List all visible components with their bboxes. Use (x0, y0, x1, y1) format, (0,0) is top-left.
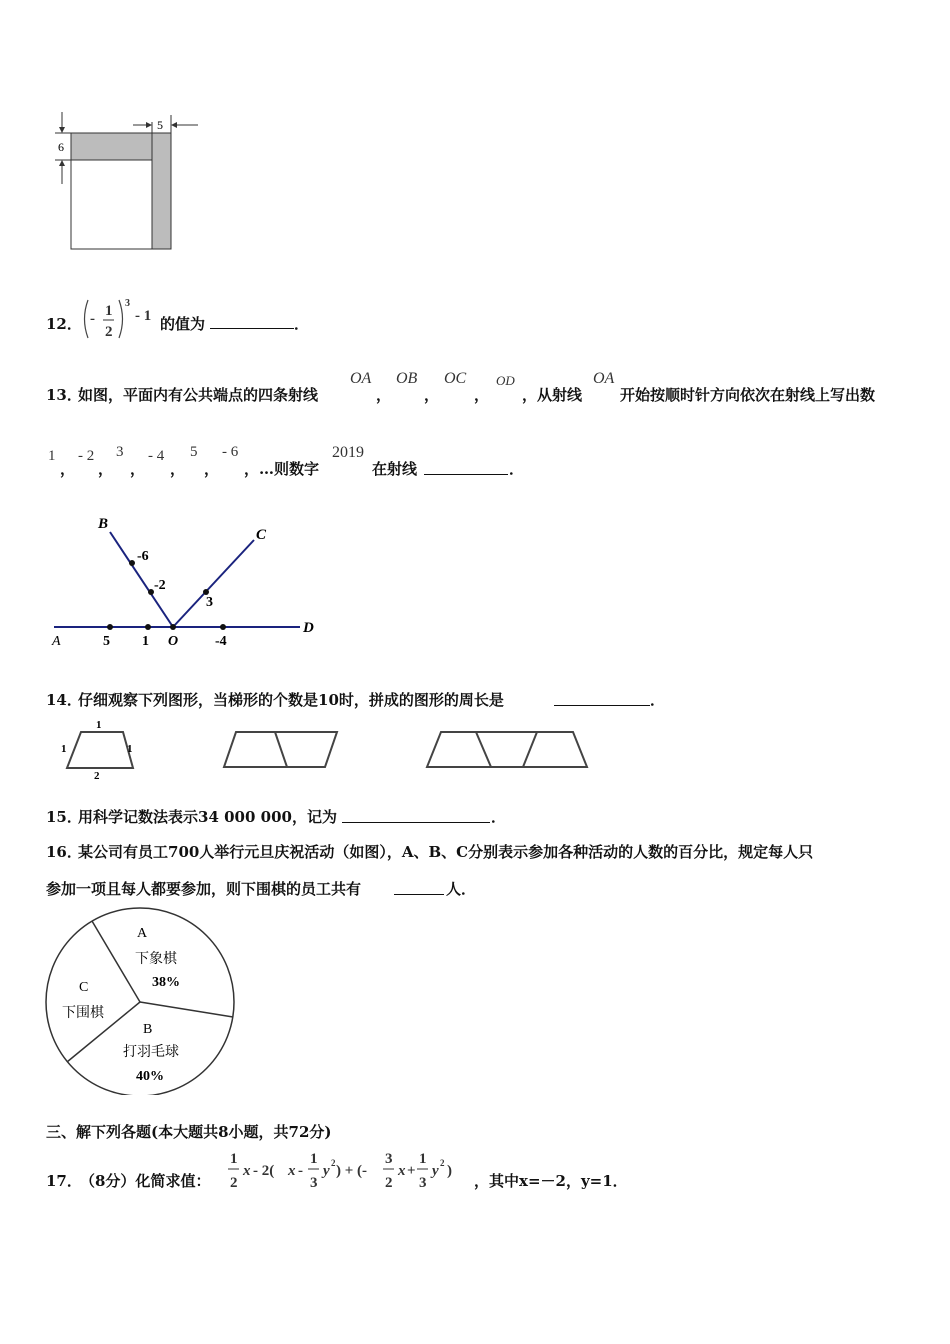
frac4-den: 3 (419, 1175, 427, 1191)
question-number: 17． (46, 1172, 82, 1190)
answer-blank[interactable] (394, 878, 444, 895)
point-minus-4 (220, 624, 226, 630)
label-d: D (303, 620, 314, 636)
end-mark: 人． (446, 880, 477, 898)
question-16-line-2 (46, 878, 526, 900)
comma: ， (130, 460, 146, 478)
var-x3: x (398, 1163, 406, 1179)
value-1: 1 (142, 634, 149, 649)
ray-oc: OC (444, 370, 467, 387)
answer-blank[interactable] (554, 689, 650, 706)
op-plus: + (407, 1163, 416, 1179)
ray-oc-line (173, 540, 254, 627)
sector-b-letter: B (143, 1022, 153, 1037)
end-mark: ． (294, 315, 310, 333)
shaded-right-strip (152, 133, 171, 249)
ray-ob: OB (396, 370, 418, 387)
op-minus-2: - 2( (253, 1163, 275, 1179)
value-minus-2: -2 (154, 578, 166, 593)
question-text: 某公司有员工700人举行元旦庆祝活动（如图），A、B、C分别表示参加各种活动的人数的百分比，规定每人只 (78, 843, 814, 861)
question-text: ，…则数字 (244, 460, 320, 478)
op-plus-paren: ) + (- (336, 1163, 368, 1179)
question-number: 16． (46, 843, 82, 861)
label-right: 1 (127, 743, 133, 755)
frac1-den: 2 (230, 1175, 238, 1191)
question-prefix: （8分）化简求值： (80, 1172, 211, 1190)
frac4-num: 1 (419, 1151, 427, 1167)
exp-2-b: 2 (440, 1158, 445, 1168)
ray-oa-start: OA (593, 370, 615, 387)
question-number: 15． (46, 808, 82, 826)
number-5: 5 (190, 444, 198, 460)
comma: ， (424, 386, 440, 404)
var-y1: y (323, 1163, 330, 1179)
var-x1: x (243, 1163, 251, 1179)
question-15 (46, 806, 526, 828)
question-number: 12． (46, 315, 82, 333)
point-5 (107, 624, 113, 630)
label-a: A (52, 634, 61, 649)
question-17 (46, 1146, 686, 1194)
question-number: 14． (46, 691, 82, 709)
close-paren: ) (447, 1163, 452, 1179)
question-text: 的值为 (160, 315, 206, 333)
answer-blank[interactable] (342, 806, 490, 823)
question-text: 仔细观察下列图形，当梯形的个数是10时，拼成的图形的周长是 (78, 691, 504, 709)
number-minus-4: - 4 (148, 448, 165, 464)
question-text: 参加一项且每人都要参加，则下围棋的员工共有 (46, 880, 362, 898)
point-minus-6 (129, 560, 135, 566)
value-minus-6: -6 (137, 549, 149, 564)
sector-b-activity: 打羽毛球 (123, 1045, 179, 1060)
target-number: 2019 (332, 444, 364, 461)
frac3-den: 2 (385, 1175, 393, 1191)
question-13-line-2 (46, 442, 566, 478)
comma: ， (204, 460, 220, 478)
question-suffix: ，其中x=－2，y=1． (474, 1172, 628, 1190)
ray-oa: OA (350, 370, 372, 387)
question-14 (46, 689, 686, 711)
figure-14-trapezoids (55, 718, 595, 780)
end-mark: ． (509, 460, 525, 478)
number-minus-2: - 2 (78, 448, 95, 464)
question-12 (46, 296, 346, 342)
comma: ， (376, 386, 392, 404)
point-1 (145, 624, 151, 630)
end-mark: ． (650, 691, 666, 709)
sector-a-percent: 38% (152, 975, 180, 990)
figure-11-square (40, 110, 210, 255)
single-trapezoid (61, 719, 133, 780)
label-b: B (98, 516, 109, 532)
frac2-num: 1 (310, 1151, 318, 1167)
exponent: 3 (125, 298, 130, 309)
minus-one: - 1 (135, 308, 152, 324)
white-square (71, 160, 152, 249)
frac2-den: 3 (310, 1175, 318, 1191)
op-minus: - (298, 1163, 303, 1179)
end-mark: ． (491, 808, 507, 826)
question-number: 13． (46, 386, 82, 404)
value-3: 3 (206, 595, 213, 610)
fraction-denominator: 2 (105, 324, 113, 340)
section-3-heading: 三、解下列各题(本大题共8小题，共72分) (46, 1123, 332, 1141)
number-1: 1 (48, 448, 56, 464)
label-5: 5 (157, 118, 163, 132)
value-5: 5 (103, 634, 110, 649)
answer-blank[interactable] (210, 313, 294, 329)
sector-a-activity: 下象棋 (135, 952, 177, 967)
question-text: 在射线 (372, 460, 418, 478)
value-minus-4: -4 (215, 634, 227, 649)
question-text: ，从射线 (522, 386, 583, 404)
sector-c-activity: 下围棋 (62, 1006, 104, 1021)
frac1-num: 1 (230, 1151, 238, 1167)
sector-c-letter: C (79, 980, 89, 995)
comma: ， (98, 460, 114, 478)
frac3-num: 3 (385, 1151, 393, 1167)
var-y2: y (432, 1163, 439, 1179)
sector-a-letter: A (137, 926, 148, 941)
label-bottom: 2 (94, 770, 100, 780)
math-expression (80, 296, 160, 342)
exp-2-a: 2 (331, 1158, 336, 1168)
label-left: 1 (61, 743, 67, 755)
figure-16-pie (40, 905, 250, 1095)
math-expression (226, 1146, 476, 1194)
answer-blank[interactable] (424, 458, 508, 475)
number-3: 3 (116, 444, 124, 460)
question-text: 如图，平面内有公共端点的四条射线 (78, 386, 319, 404)
shaded-top-strip (71, 133, 152, 160)
var-x2: x (288, 1163, 296, 1179)
label-top: 1 (96, 719, 102, 731)
comma: ， (474, 386, 490, 404)
comma: ， (60, 460, 76, 478)
two-trapezoids (224, 732, 337, 767)
minus-sign: - (90, 311, 95, 327)
figure-13-rays (40, 510, 330, 655)
question-text: 开始按顺时针方向依次在射线上写出数 (620, 386, 876, 404)
label-c: C (256, 527, 267, 543)
comma: ， (170, 460, 186, 478)
question-13-line-1 (46, 368, 926, 404)
label-o: O (168, 634, 179, 649)
question-16-line-1 (46, 841, 926, 863)
fraction-numerator: 1 (105, 303, 113, 319)
three-trapezoids (427, 732, 587, 767)
number-minus-6: - 6 (222, 444, 239, 460)
question-text: 用科学记数法表示34 000 000，记为 (78, 808, 337, 826)
ray-od: OD (496, 373, 515, 388)
label-6: 6 (58, 140, 64, 154)
sector-b-percent: 40% (136, 1069, 164, 1084)
point-o (170, 624, 176, 630)
